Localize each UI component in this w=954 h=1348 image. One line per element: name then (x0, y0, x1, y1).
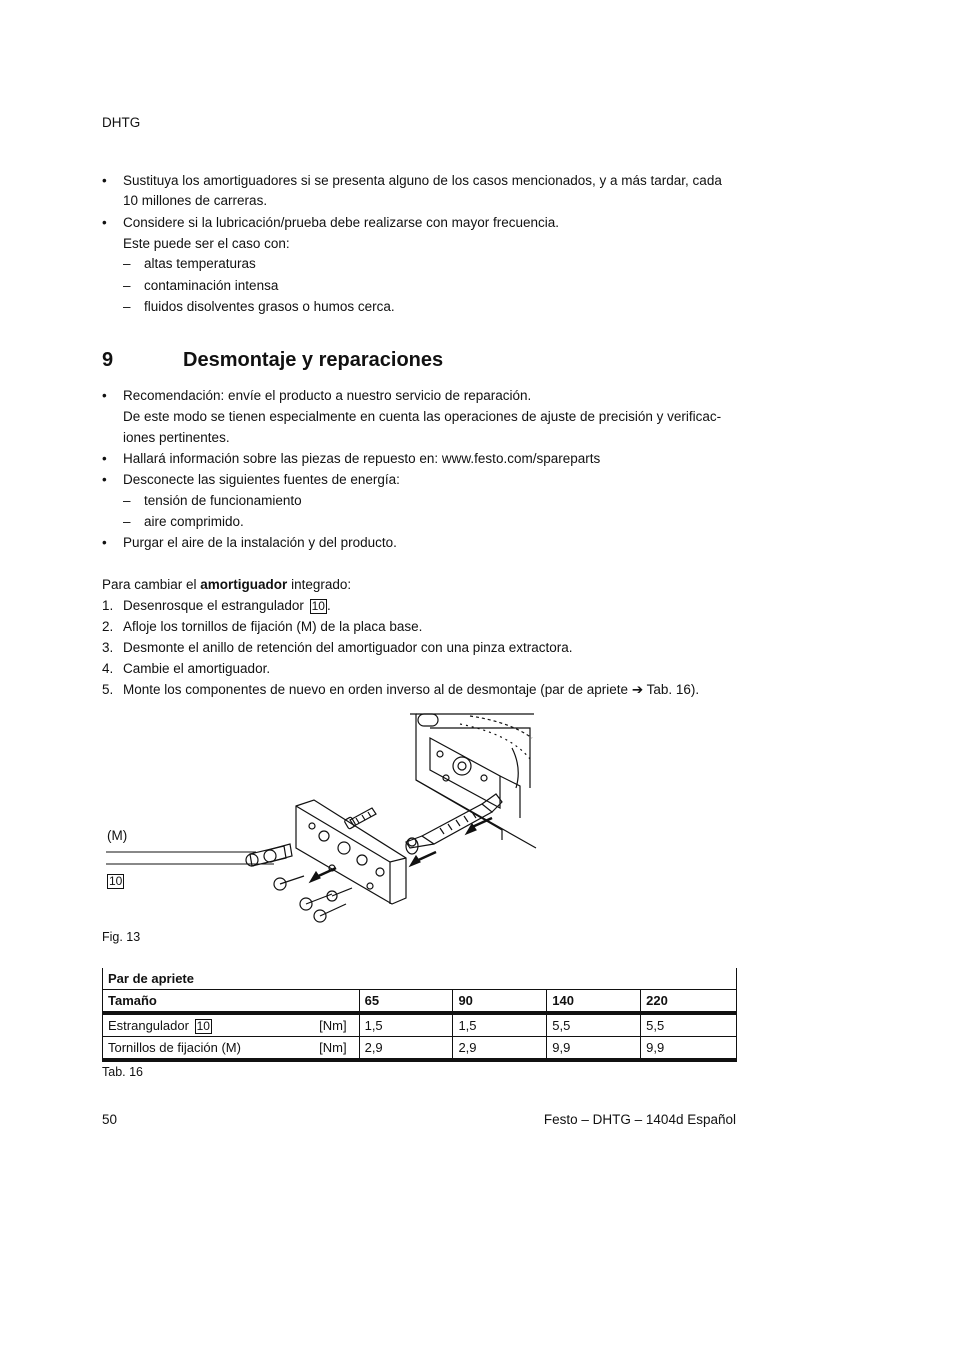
row-unit: [Nm] (319, 1040, 347, 1055)
dash-item: fluidos disolventes grasos o humos cerca. (144, 299, 395, 314)
section-title: Desmontaje y reparaciones (183, 349, 444, 371)
table-header-cell: 140 (547, 990, 641, 1014)
step-label: Tab. 16). (643, 682, 700, 697)
reference-number: 10 (311, 599, 325, 613)
table-caption: Tab. 16 (102, 1065, 144, 1079)
instruction-intro (102, 577, 351, 592)
section-number: 9 (102, 349, 114, 371)
table-row-label (103, 1013, 360, 1037)
bullet-text: Este puede ser el caso con: (123, 236, 290, 251)
bullet-text: Sustituya los amortiguadores si se presenta alguno de los casos mencionados, y a más tardar, cada (123, 173, 722, 188)
arrow-right-icon: ➔ (631, 682, 644, 697)
dash-marker: – (123, 278, 131, 293)
step-label: Monte los componentes de nuevo en orden inverso al de desmontaje (par de apriete (123, 682, 632, 697)
running-header: DHTG (102, 115, 141, 130)
bullet-text: Hallará información sobre las piezas de repuesto en: www.festo.com/spareparts (123, 451, 601, 466)
intro-bold: amortiguador (200, 577, 288, 592)
table-cell: 5,5 (547, 1013, 641, 1037)
table-cell: 9,9 (547, 1037, 641, 1061)
exploded-view-illustration (100, 708, 540, 928)
dash-item: aire comprimido. (144, 514, 244, 529)
table-row (103, 1037, 737, 1061)
step-text: Cambie el amortiguador. (123, 661, 271, 676)
bullet-text: Purgar el aire de la instalación y del producto. (123, 535, 397, 550)
row-unit: [Nm] (319, 1018, 347, 1033)
dash-item: contaminación intensa (144, 278, 279, 293)
bullet-text: Considere si la lubricación/prueba debe realizarse con mayor frecuencia. (123, 215, 559, 230)
dash-marker: – (123, 256, 131, 271)
bullet-marker: • (102, 173, 107, 188)
reference-number: 10 (109, 874, 123, 888)
bullet-text: Desconecte las siguientes fuentes de energía: (123, 472, 400, 487)
table-row (103, 1013, 737, 1037)
intro-text: Para cambiar el (102, 577, 201, 592)
intro-text: integrado: (287, 577, 352, 592)
table-cell: 5,5 (641, 1013, 737, 1037)
bullet-marker: • (102, 388, 107, 403)
row-label-text: Tornillos de fijación (M) (108, 1040, 241, 1055)
figure-label-m: (M) (107, 828, 128, 843)
table-title-row (103, 968, 737, 990)
table-cell: 2,9 (359, 1037, 453, 1061)
table-header-cell: 220 (641, 990, 737, 1014)
table-header-row (103, 990, 737, 1014)
dash-marker: – (123, 514, 131, 529)
step-label: . (326, 598, 331, 613)
step-text: Afloje los tornillos de fijación (M) de la placa base. (123, 619, 423, 634)
bullet-text: De este modo se tienen especialmente en cuenta las operaciones de ajuste de precisión y verificac- (123, 409, 722, 424)
bullet-marker: • (102, 535, 107, 550)
figure-label-10 (107, 873, 124, 889)
step-number: 1. (102, 598, 114, 613)
table-title: Par de apriete (103, 968, 737, 990)
reference-number: 10 (196, 1018, 210, 1033)
document-id: Festo – DHTG – 1404d Español (543, 1112, 736, 1127)
table-header-cell: 90 (453, 990, 547, 1014)
step-label: Desenrosque el estrangulador (123, 598, 308, 613)
dash-marker: – (123, 299, 131, 314)
table-header-cell: Tamaño (103, 990, 360, 1014)
step-number: 5. (102, 682, 114, 697)
bullet-marker: • (102, 215, 107, 230)
table-cell: 1,5 (453, 1013, 547, 1037)
bullet-text: iones pertinentes. (123, 430, 230, 445)
dash-item: altas temperaturas (144, 256, 256, 271)
dash-item: tensión de funcionamiento (144, 493, 302, 508)
table-cell: 2,9 (453, 1037, 547, 1061)
step-text (123, 682, 699, 698)
bullet-marker: • (102, 472, 107, 487)
bullet-marker: • (102, 451, 107, 466)
torque-table (102, 968, 737, 1062)
table-cell: 1,5 (359, 1013, 453, 1037)
page-number: 50 (102, 1112, 118, 1127)
bullet-text: 10 millones de carreras. (123, 193, 268, 208)
step-number: 2. (102, 619, 114, 634)
table-cell: 9,9 (641, 1037, 737, 1061)
step-number: 3. (102, 640, 114, 655)
table-row-label (103, 1037, 360, 1061)
step-text: Desmonte el anillo de retención del amortiguador con una pinza extractora. (123, 640, 573, 655)
figure-caption: Fig. 13 (102, 930, 141, 944)
row-label-text: Estrangulador (108, 1017, 193, 1033)
bullet-text: Recomendación: envíe el producto a nuestro servicio de reparación. (123, 388, 532, 403)
dash-marker: – (123, 493, 131, 508)
table-header-cell: 65 (359, 990, 453, 1014)
step-text (123, 598, 331, 614)
step-number: 4. (102, 661, 114, 676)
